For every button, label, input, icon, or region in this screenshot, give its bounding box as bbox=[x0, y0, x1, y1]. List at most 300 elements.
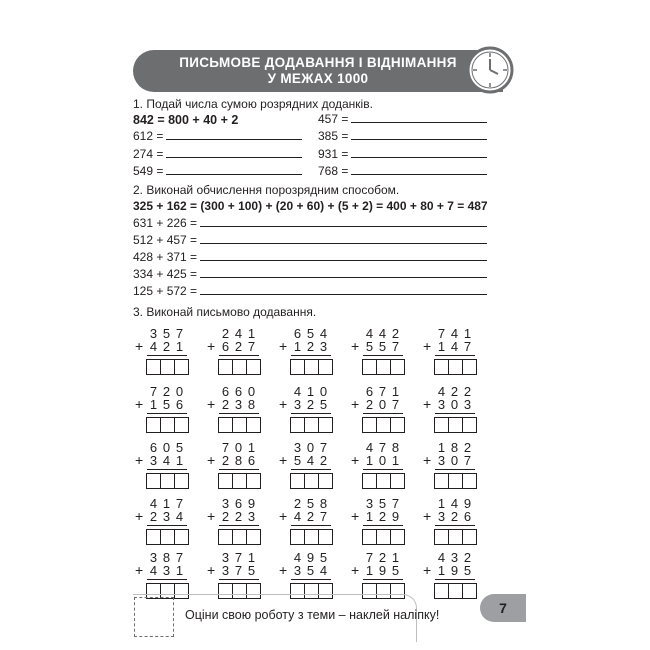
digit: 1 bbox=[391, 550, 400, 565]
digit: 6 bbox=[149, 440, 158, 455]
digit: 0 bbox=[162, 440, 171, 455]
digit: 1 bbox=[149, 397, 158, 412]
addition-problem bbox=[207, 442, 269, 492]
digit: 1 bbox=[247, 550, 256, 565]
digit: 3 bbox=[365, 496, 374, 511]
addend-2 bbox=[363, 511, 403, 523]
answer-line[interactable] bbox=[166, 165, 302, 175]
digit: 0 bbox=[378, 397, 387, 412]
plus-sign: + bbox=[207, 396, 216, 412]
sum-line bbox=[363, 525, 403, 526]
answer-boxes[interactable] bbox=[290, 359, 333, 375]
addition-problem bbox=[351, 386, 413, 436]
digit: 3 bbox=[463, 397, 472, 412]
digit: 3 bbox=[437, 397, 446, 412]
digit: 8 bbox=[162, 550, 171, 565]
digit: 4 bbox=[437, 550, 446, 565]
task1-left-item: 274 = bbox=[133, 147, 302, 161]
plus-sign: + bbox=[351, 508, 360, 524]
addend-2 bbox=[291, 341, 331, 353]
digit: 1 bbox=[365, 453, 374, 468]
digit: 1 bbox=[437, 440, 446, 455]
digit: 7 bbox=[391, 339, 400, 354]
digit: 2 bbox=[463, 550, 472, 565]
digit: 0 bbox=[450, 397, 459, 412]
addition-problem bbox=[135, 498, 197, 548]
task2-item: 334 + 425 = bbox=[133, 267, 487, 281]
plus-sign: + bbox=[351, 396, 360, 412]
sum-line bbox=[147, 355, 187, 356]
sum-line bbox=[219, 525, 259, 526]
addition-problem bbox=[207, 498, 269, 548]
answer-boxes[interactable] bbox=[146, 417, 189, 433]
addition-problem bbox=[423, 498, 485, 548]
digit: 6 bbox=[221, 339, 230, 354]
sum-line bbox=[435, 525, 475, 526]
answer-line[interactable] bbox=[200, 285, 487, 295]
sum-line bbox=[147, 413, 187, 414]
answer-boxes[interactable] bbox=[146, 359, 189, 375]
digit: 3 bbox=[437, 453, 446, 468]
digit: 9 bbox=[247, 496, 256, 511]
digit: 2 bbox=[365, 397, 374, 412]
digit: 4 bbox=[365, 440, 374, 455]
answer-line[interactable] bbox=[351, 165, 487, 175]
answer-boxes[interactable] bbox=[434, 359, 477, 375]
digit: 4 bbox=[149, 563, 158, 578]
answer-boxes[interactable] bbox=[434, 529, 477, 545]
digit: 4 bbox=[450, 339, 459, 354]
addend-2 bbox=[291, 511, 331, 523]
digit: 4 bbox=[306, 453, 315, 468]
addition-problem bbox=[135, 328, 197, 378]
plus-sign: + bbox=[351, 452, 360, 468]
addition-problem bbox=[423, 386, 485, 436]
addition-problem bbox=[351, 328, 413, 378]
addition-problem bbox=[135, 442, 197, 492]
digit: 1 bbox=[391, 384, 400, 399]
task3-prompt: 3. Виконай письмово додавання. bbox=[133, 305, 317, 319]
answer-boxes[interactable] bbox=[290, 473, 333, 489]
plus-sign: + bbox=[423, 562, 432, 578]
digit: 0 bbox=[306, 440, 315, 455]
digit: 3 bbox=[221, 550, 230, 565]
answer-boxes[interactable] bbox=[362, 417, 405, 433]
digit: 4 bbox=[378, 326, 387, 341]
sum-line bbox=[291, 579, 331, 580]
addend-2 bbox=[219, 511, 259, 523]
digit: 2 bbox=[306, 509, 315, 524]
digit: 3 bbox=[221, 563, 230, 578]
digit: 7 bbox=[391, 496, 400, 511]
addend-2 bbox=[363, 565, 403, 577]
digit: 3 bbox=[293, 563, 302, 578]
answer-line[interactable] bbox=[200, 251, 487, 261]
sum-line bbox=[291, 413, 331, 414]
digit: 5 bbox=[293, 453, 302, 468]
digit: 6 bbox=[234, 496, 243, 511]
addend-2 bbox=[219, 399, 259, 411]
digit: 0 bbox=[450, 453, 459, 468]
sum-line bbox=[363, 579, 403, 580]
digit: 3 bbox=[319, 339, 328, 354]
addend-2 bbox=[435, 565, 475, 577]
addend-2 bbox=[435, 341, 475, 353]
sum-line bbox=[219, 469, 259, 470]
addend-2 bbox=[219, 565, 259, 577]
digit: 1 bbox=[175, 563, 184, 578]
addend-2 bbox=[147, 455, 187, 467]
task2-item: 512 + 457 = bbox=[133, 233, 487, 247]
digit: 1 bbox=[365, 563, 374, 578]
digit: 2 bbox=[234, 509, 243, 524]
digit: 1 bbox=[306, 384, 315, 399]
digit: 7 bbox=[463, 339, 472, 354]
plus-sign: + bbox=[207, 338, 216, 354]
digit: 7 bbox=[319, 509, 328, 524]
digit: 2 bbox=[450, 384, 459, 399]
digit: 5 bbox=[247, 563, 256, 578]
digit: 3 bbox=[162, 563, 171, 578]
clock-icon bbox=[466, 46, 514, 94]
digit: 9 bbox=[306, 550, 315, 565]
plus-sign: + bbox=[423, 396, 432, 412]
task2-example: 325 + 162 = (300 + 100) + (20 + 60) + (5 + 2) = 400 + 80 + 7 = 487 bbox=[133, 199, 488, 213]
digit: 9 bbox=[378, 563, 387, 578]
plus-sign: + bbox=[279, 508, 288, 524]
answer-line[interactable] bbox=[166, 130, 302, 140]
digit: 4 bbox=[293, 550, 302, 565]
plus-sign: + bbox=[279, 562, 288, 578]
task1-right-item: 457 = bbox=[318, 112, 487, 126]
addition-problem bbox=[279, 442, 341, 492]
digit: 4 bbox=[437, 384, 446, 399]
answer-line[interactable] bbox=[166, 148, 302, 158]
digit: 5 bbox=[306, 563, 315, 578]
sum-line bbox=[435, 355, 475, 356]
sum-line bbox=[291, 469, 331, 470]
digit: 4 bbox=[365, 326, 374, 341]
answer-line[interactable] bbox=[351, 113, 487, 123]
digit: 2 bbox=[391, 326, 400, 341]
addend-2 bbox=[363, 399, 403, 411]
digit: 3 bbox=[149, 326, 158, 341]
digit: 8 bbox=[234, 453, 243, 468]
task2-prompt: 2. Виконай обчислення порозрядним способом. bbox=[133, 183, 400, 197]
answer-boxes[interactable] bbox=[218, 473, 261, 489]
digit: 5 bbox=[162, 326, 171, 341]
digit: 2 bbox=[221, 326, 230, 341]
answer-line[interactable] bbox=[200, 268, 487, 278]
digit: 1 bbox=[175, 453, 184, 468]
digit: 6 bbox=[365, 384, 374, 399]
task1-prompt: 1. Подай числа сумою розрядних доданків. bbox=[133, 97, 373, 111]
digit: 1 bbox=[175, 339, 184, 354]
task1-left-item: 612 = bbox=[133, 129, 302, 143]
answer-boxes[interactable] bbox=[290, 529, 333, 545]
sum-line bbox=[363, 469, 403, 470]
addend-2 bbox=[147, 399, 187, 411]
digit: 2 bbox=[378, 509, 387, 524]
digit: 8 bbox=[247, 397, 256, 412]
digit: 9 bbox=[391, 509, 400, 524]
sum-line bbox=[435, 413, 475, 414]
digit: 2 bbox=[149, 509, 158, 524]
addition-problem bbox=[279, 328, 341, 378]
digit: 7 bbox=[463, 453, 472, 468]
task2-item: 125 + 572 = bbox=[133, 284, 487, 298]
task1-right-item: 931 = bbox=[318, 147, 487, 161]
addend-2 bbox=[219, 455, 259, 467]
digit: 3 bbox=[221, 496, 230, 511]
sum-line bbox=[363, 355, 403, 356]
digit: 5 bbox=[306, 496, 315, 511]
digit: 0 bbox=[234, 440, 243, 455]
sum-line bbox=[435, 579, 475, 580]
answer-line[interactable] bbox=[351, 130, 487, 140]
answer-boxes[interactable] bbox=[434, 473, 477, 489]
digit: 5 bbox=[306, 326, 315, 341]
task2-item: 631 + 226 = bbox=[133, 216, 487, 230]
addend-2 bbox=[147, 565, 187, 577]
answer-boxes[interactable] bbox=[362, 473, 405, 489]
sum-line bbox=[219, 579, 259, 580]
digit: 5 bbox=[391, 563, 400, 578]
digit: 4 bbox=[450, 496, 459, 511]
page-number: 7 bbox=[480, 594, 526, 622]
sticker-placeholder[interactable] bbox=[134, 597, 174, 637]
digit: 1 bbox=[247, 326, 256, 341]
answer-boxes[interactable] bbox=[434, 583, 477, 599]
task1-right-item: 385 = bbox=[318, 129, 487, 143]
sum-line bbox=[147, 525, 187, 526]
plus-sign: + bbox=[351, 562, 360, 578]
addend-2 bbox=[291, 455, 331, 467]
sum-line bbox=[147, 579, 187, 580]
digit: 3 bbox=[293, 440, 302, 455]
addition-problem bbox=[279, 498, 341, 548]
addend-2 bbox=[147, 511, 187, 523]
task1-example: 842 = 800 + 40 + 2 bbox=[133, 113, 239, 127]
answer-boxes[interactable] bbox=[218, 417, 261, 433]
digit: 4 bbox=[319, 563, 328, 578]
digit: 3 bbox=[247, 509, 256, 524]
digit: 3 bbox=[437, 509, 446, 524]
digit: 3 bbox=[162, 509, 171, 524]
digit: 4 bbox=[319, 326, 328, 341]
digit: 2 bbox=[306, 339, 315, 354]
sum-line bbox=[147, 469, 187, 470]
digit: 0 bbox=[175, 384, 184, 399]
digit: 0 bbox=[247, 384, 256, 399]
digit: 3 bbox=[149, 550, 158, 565]
digit: 2 bbox=[234, 339, 243, 354]
digit: 8 bbox=[319, 496, 328, 511]
sum-line bbox=[435, 469, 475, 470]
addend-2 bbox=[435, 399, 475, 411]
answer-boxes[interactable] bbox=[146, 473, 189, 489]
digit: 4 bbox=[149, 339, 158, 354]
digit: 9 bbox=[450, 563, 459, 578]
digit: 2 bbox=[463, 384, 472, 399]
addend-2 bbox=[435, 455, 475, 467]
digit: 3 bbox=[234, 397, 243, 412]
digit: 2 bbox=[221, 453, 230, 468]
task1-left-item: 549 = bbox=[133, 164, 302, 178]
addend-2 bbox=[147, 341, 187, 353]
digit: 8 bbox=[391, 440, 400, 455]
self-check-text: Оціни свою роботу з теми – наклей наліпку! bbox=[185, 608, 440, 622]
digit: 1 bbox=[293, 339, 302, 354]
digit: 5 bbox=[378, 339, 387, 354]
digit: 7 bbox=[234, 563, 243, 578]
digit: 7 bbox=[365, 550, 374, 565]
digit: 1 bbox=[437, 563, 446, 578]
digit: 2 bbox=[293, 496, 302, 511]
plus-sign: + bbox=[135, 396, 144, 412]
digit: 7 bbox=[175, 326, 184, 341]
answer-line[interactable] bbox=[200, 217, 487, 227]
digit: 2 bbox=[450, 509, 459, 524]
digit: 1 bbox=[391, 453, 400, 468]
plus-sign: + bbox=[423, 338, 432, 354]
addend-2 bbox=[363, 455, 403, 467]
digit: 4 bbox=[293, 384, 302, 399]
digit: 7 bbox=[391, 397, 400, 412]
digit: 2 bbox=[378, 550, 387, 565]
digit: 7 bbox=[378, 440, 387, 455]
answer-boxes[interactable] bbox=[218, 529, 261, 545]
plus-sign: + bbox=[135, 338, 144, 354]
answer-boxes[interactable] bbox=[434, 417, 477, 433]
digit: 3 bbox=[450, 550, 459, 565]
answer-line[interactable] bbox=[351, 148, 487, 158]
digit: 1 bbox=[437, 339, 446, 354]
section-title-line2: У МЕЖАХ 1000 bbox=[267, 71, 369, 86]
digit: 5 bbox=[319, 397, 328, 412]
digit: 8 bbox=[450, 440, 459, 455]
digit: 2 bbox=[463, 440, 472, 455]
digit: 2 bbox=[162, 339, 171, 354]
answer-boxes[interactable] bbox=[218, 359, 261, 375]
digit: 2 bbox=[306, 397, 315, 412]
section-title-banner bbox=[133, 50, 503, 92]
addition-problem bbox=[351, 442, 413, 492]
plus-sign: + bbox=[279, 338, 288, 354]
plus-sign: + bbox=[423, 452, 432, 468]
answer-boxes[interactable] bbox=[146, 529, 189, 545]
digit: 7 bbox=[319, 440, 328, 455]
addition-problem bbox=[423, 552, 485, 602]
digit: 2 bbox=[162, 384, 171, 399]
plus-sign: + bbox=[279, 396, 288, 412]
plus-sign: + bbox=[135, 508, 144, 524]
digit: 4 bbox=[234, 326, 243, 341]
digit: 5 bbox=[378, 496, 387, 511]
sum-line bbox=[291, 525, 331, 526]
digit: 9 bbox=[463, 496, 472, 511]
addition-problem bbox=[279, 386, 341, 436]
digit: 2 bbox=[319, 453, 328, 468]
plus-sign: + bbox=[135, 562, 144, 578]
plus-sign: + bbox=[423, 508, 432, 524]
digit: 4 bbox=[175, 509, 184, 524]
digit: 6 bbox=[234, 384, 243, 399]
plus-sign: + bbox=[207, 508, 216, 524]
digit: 7 bbox=[378, 384, 387, 399]
sum-line bbox=[363, 413, 403, 414]
sum-line bbox=[219, 413, 259, 414]
plus-sign: + bbox=[207, 562, 216, 578]
digit: 6 bbox=[221, 384, 230, 399]
sum-line bbox=[291, 355, 331, 356]
addend-2 bbox=[291, 565, 331, 577]
addition-problem bbox=[351, 498, 413, 548]
addition-problem bbox=[423, 328, 485, 378]
digit: 7 bbox=[149, 384, 158, 399]
digit: 7 bbox=[175, 550, 184, 565]
digit: 0 bbox=[378, 453, 387, 468]
addition-problem bbox=[135, 386, 197, 436]
plus-sign: + bbox=[351, 338, 360, 354]
digit: 5 bbox=[463, 563, 472, 578]
digit: 4 bbox=[149, 496, 158, 511]
addition-problem bbox=[207, 386, 269, 436]
section-title-line1: ПИСЬМОВЕ ДОДАВАННЯ І ВІДНІМАННЯ bbox=[179, 55, 457, 70]
digit: 7 bbox=[234, 550, 243, 565]
digit: 7 bbox=[437, 326, 446, 341]
digit: 5 bbox=[175, 440, 184, 455]
plus-sign: + bbox=[279, 452, 288, 468]
sum-line bbox=[219, 355, 259, 356]
digit: 6 bbox=[247, 453, 256, 468]
task1-right-item: 768 = bbox=[318, 164, 487, 178]
addition-problem bbox=[423, 442, 485, 492]
answer-boxes[interactable] bbox=[362, 529, 405, 545]
answer-line[interactable] bbox=[200, 234, 487, 244]
digit: 5 bbox=[162, 397, 171, 412]
digit: 6 bbox=[463, 509, 472, 524]
digit: 5 bbox=[365, 339, 374, 354]
digit: 1 bbox=[247, 440, 256, 455]
digit: 2 bbox=[221, 509, 230, 524]
digit: 1 bbox=[463, 326, 472, 341]
answer-boxes[interactable] bbox=[362, 359, 405, 375]
digit: 2 bbox=[221, 397, 230, 412]
plus-sign: + bbox=[207, 452, 216, 468]
digit: 7 bbox=[247, 339, 256, 354]
addend-2 bbox=[219, 341, 259, 353]
answer-boxes[interactable] bbox=[290, 417, 333, 433]
digit: 7 bbox=[175, 496, 184, 511]
addition-problem bbox=[207, 328, 269, 378]
digit: 5 bbox=[319, 550, 328, 565]
task2-item: 428 + 371 = bbox=[133, 250, 487, 264]
digit: 3 bbox=[293, 397, 302, 412]
digit: 1 bbox=[365, 509, 374, 524]
digit: 4 bbox=[293, 509, 302, 524]
digit: 1 bbox=[162, 496, 171, 511]
digit: 6 bbox=[175, 397, 184, 412]
digit: 7 bbox=[221, 440, 230, 455]
plus-sign: + bbox=[135, 452, 144, 468]
digit: 6 bbox=[293, 326, 302, 341]
addend-2 bbox=[291, 399, 331, 411]
addend-2 bbox=[435, 511, 475, 523]
addend-2 bbox=[363, 341, 403, 353]
digit: 3 bbox=[149, 453, 158, 468]
digit: 1 bbox=[437, 496, 446, 511]
